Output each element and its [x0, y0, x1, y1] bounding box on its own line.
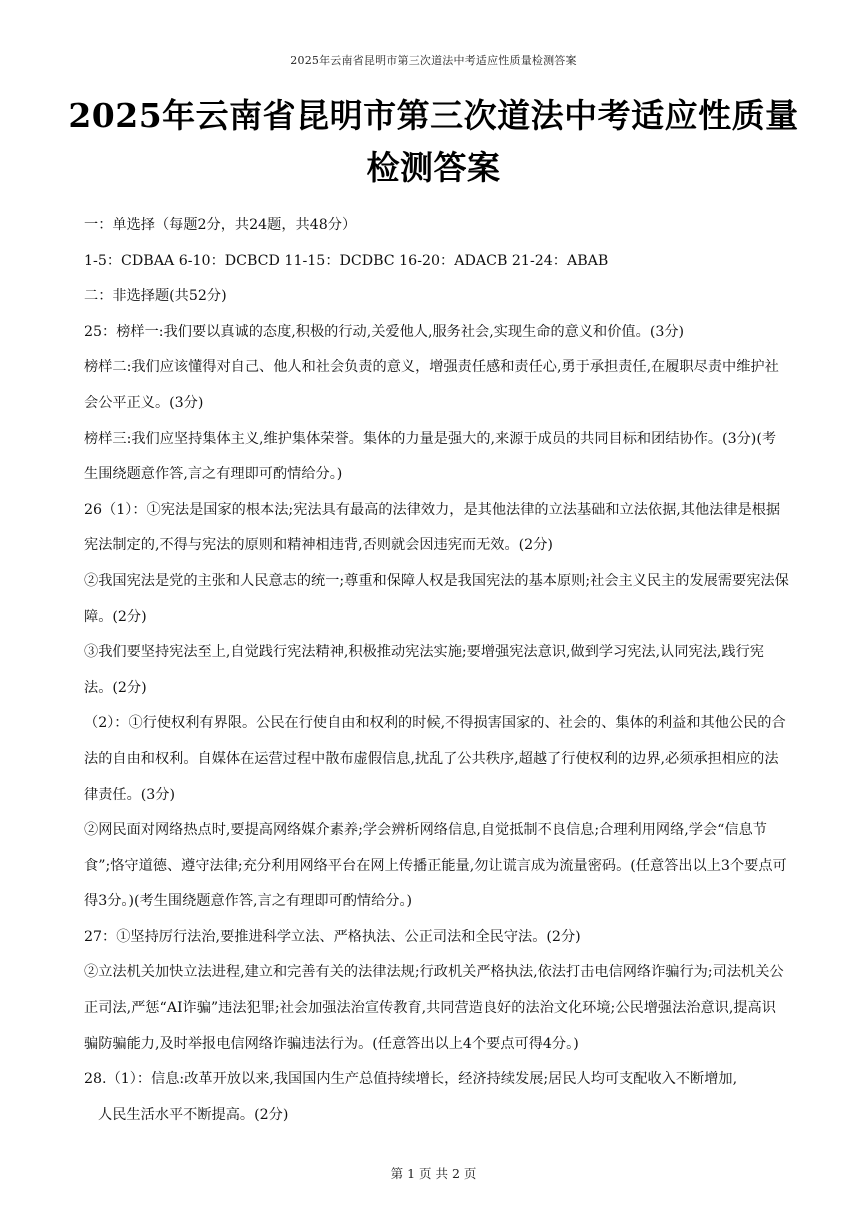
q25-answer-1: 25：榜样一:我们要以真诚的态度,积极的行动,关爱他人,服务社会,实现生命的意义和价值。(3分) [84, 323, 685, 340]
q26-1-answer-2: ②我国宪法是党的主张和人民意志的统一;尊重和保障人权是我国宪法的基本原则;社会主义民主的发展需要宪法保障。(2分) [84, 572, 789, 625]
page-number: 第 1 页 共 2 页 [390, 1166, 477, 1181]
q27-answer-1: 27：①坚持厉行法治,要推进科学立法、严格执法、公正司法和全民守法。(2分) [84, 928, 581, 945]
document-title [60, 90, 807, 194]
q27-answer-2: ②立法机关加快立法进程,建立和完善有关的法律法规;行政机关严格执法,依法打击电信网络诈骗行为;司法机关公正司法,严惩“AI诈骗”违法犯罪;社会加强法治宣传教育,共同营造良好的法治文化环境;公民增强法治意识,提高识骗防骗能力,及时举报电信网络诈骗违法行为。(任意答出以上4个要点可得4分。) [84, 964, 784, 1052]
section-single-choice-heading: 一：单选择（每题2分，共24题，共48分） [84, 217, 357, 233]
q26-2-answer-1: （2）：①行使权利有界限。公民在行使自由和权利的时候,不得损害国家的、社会的、集体的利益和其他公民的合法的自由和权利。自媒体在运营过程中散布虚假信息,扰乱了公共秩序,超越了行使权利的边界,必须承担相应的法律责任。(3分) [84, 715, 786, 803]
q26-1-answer-1: 26（1）：①宪法是国家的根本法;宪法具有最高的法律效力，是其他法律的立法基础和立法依据,其他法律是根据宪法制定的,不得与宪法的原则和精神相违背,否则就会因违宪而无效。(2分) [84, 501, 781, 554]
q25-answer-2: 榜样二:我们应该懂得对自己、他人和社会负责的意义，增强责任感和责任心,勇于承担责任,在履职尽责中维护社会公平正义。(3分) [84, 359, 779, 411]
q26-2-answer-2: ②网民面对网络热点时,要提高网络媒介素养;学会辨析网络信息,自觉抵制不良信息;合理利用网络,学会“信息节食”;恪守道德、遵守法律;充分利用网络平台在网上传播正能量,勿让谎言成为流量密码。(任意答出以上3个要点可得3分。)(考生围绕题意作答,言之有理即可酌情给分。) [84, 822, 787, 910]
q25-answer-3: 榜样三:我们应坚持集体主义,维护集体荣誉。集体的力量是强大的,来源于成员的共同目标和团结协作。(3分)(考生围绕题意作答,言之有理即可酌情给分。) [84, 430, 777, 483]
q28-1-answer-continued: 人民生活水平不断提高。(2分) [98, 1106, 289, 1123]
section-non-choice-heading: 二：非选择题(共52分) [84, 288, 227, 305]
title-line-1: 2025年云南省昆明市第三次道法中考适应性质量 [68, 96, 799, 135]
title-line-2: 检测答案 [366, 148, 501, 187]
q26-1-answer-3: ③我们要坚持宪法至上,自觉践行宪法精神,积极推动宪法实施;要增强宪法意识,做到学习宪法,认同宪法,践行宪法。(2分) [84, 644, 764, 696]
running-header: 2025年云南省昆明市第三次道法中考适应性质量检测答案 [290, 54, 577, 67]
single-choice-answers: 1-5：CDBAA 6-10：DCBCD 11-15：DCDBC 16-20：ADACB 21-24：ABAB [84, 252, 609, 269]
answer-content [84, 208, 790, 1133]
q28-1-answer: 28.（1）：信息:改革开放以来,我国国内生产总值持续增长，经济持续发展;居民人均可支配收入不断增加, [84, 1071, 738, 1088]
